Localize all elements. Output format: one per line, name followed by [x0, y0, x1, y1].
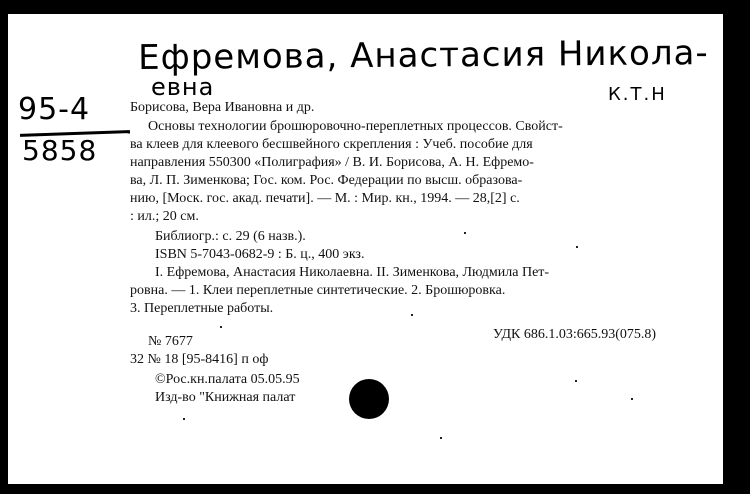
speck	[440, 437, 442, 439]
entry-body-line: ва клеев для клеевого бесшвейного скрепления : Учеб. пособие для	[130, 137, 533, 152]
entry-publisher: Изд-во "Книжная палат	[155, 390, 296, 405]
entry-issue: 32 № 18 [95-8416] п оф	[130, 352, 269, 367]
entry-bibliography: Библиогр.: с. 29 (6 назв.).	[155, 229, 306, 244]
handwritten-patronymic-end: евна	[151, 73, 215, 101]
entry-udk: УДК 686.1.03:665.93(075.8)	[493, 327, 657, 342]
speck	[220, 326, 222, 328]
entry-heading: Борисова, Вера Ивановна и др.	[130, 100, 315, 115]
entry-subjects-line: ровна. — 1. Клеи переплетные синтетические. 2. Брошюровка.	[130, 283, 506, 298]
handwritten-code-bottom: 5858	[22, 134, 98, 167]
entry-book-chamber: ©Рос.кн.палата 05.05.95	[155, 372, 300, 387]
speck	[464, 232, 466, 234]
speck	[575, 380, 577, 382]
entry-body-line: Основы технологии брошюровочно-переплетных процессов. Свойст-	[148, 119, 563, 134]
handwritten-author-name: Ефремова, Анастасия Никола-	[138, 33, 709, 78]
handwritten-code-top: 95-4	[18, 92, 91, 127]
speck	[183, 418, 185, 420]
entry-body-line: нию, [Моск. гос. акад. печати]. — М. : Мир. кн., 1994. — 28,[2] с.	[130, 191, 520, 206]
ink-blot	[349, 379, 389, 419]
speck	[576, 246, 578, 248]
speck	[411, 314, 413, 316]
entry-isbn: ISBN 5-7043-0682-9 : Б. ц., 400 экз.	[155, 247, 365, 262]
entry-body-line: направления 550300 «Полиграфия» / В. И. Борисова, А. Н. Ефремо-	[130, 155, 534, 170]
entry-subjects-line: 3. Переплетные работы.	[130, 301, 274, 316]
entry-number: № 7677	[148, 334, 193, 349]
catalog-card	[8, 14, 723, 484]
entry-subjects-line: I. Ефремова, Анастасия Николаевна. II. Зименкова, Людмила Пет-	[155, 265, 550, 280]
speck	[631, 398, 633, 400]
entry-body-line: : ил.; 20 см.	[130, 209, 199, 224]
entry-body-line: ва, Л. П. Зименкова; Гос. ком. Рос. Федерации по высш. образова-	[130, 173, 523, 188]
handwritten-degree: К.Т.Н	[608, 84, 667, 105]
